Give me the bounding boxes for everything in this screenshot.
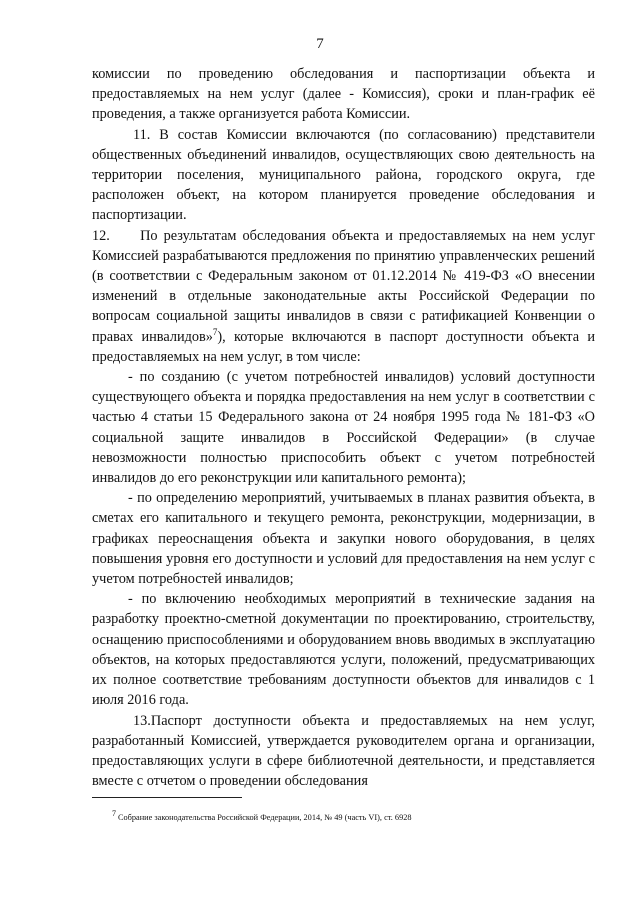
paragraph-11: 11. В состав Комиссии включаются (по согласованию) представители общественных объединений инвалидов, осуществляющих свою деятельность на территории поселения, муниципального района, городского округа, где расположен объект, на котором планируется проведение обследования и паспортизации. (92, 126, 595, 224)
list-item-technical-tasks: - по включению необходимых мероприятий в технические задания на разработку проектно-сметной документации по проектированию, строительству, оснащению приспособлениями и оборудованием вновь вводимых в эксплуатацию объектов, на которых предоставляются услуги, положений, предусматривающих их полное соответствие требованиям доступности объектов для инвалидов с 1 июля 2016 года. (92, 591, 595, 709)
document-body (92, 64, 595, 791)
footnote-mark: 7 (112, 809, 116, 818)
footnote-text: Собрание законодательства Российской Федерации, 2014, № 49 (часть VI), ст. 6928 (118, 812, 412, 822)
paragraph-12-text: 12. По результатам обследования объекта и предоставляемых на нем услуг Комиссией разрабатываются предложения по принятию управленческих решений (в соответствии с Федеральным законом от 01.12.2014 № 419-ФЗ «О внесении изменений в отдельные законодательные акты Российской Федерации по вопросам социальной защиты инвалидов в связи с ратификацией Конвенции о правах инвалидов» (92, 227, 595, 345)
footnote (112, 808, 592, 824)
list-item-creation: - по созданию (с учетом потребностей инвалидов) условий доступности существующего объекта и порядка предоставления на нем услуг в соответствии с частью 4 статьи 15 Федерального закона от 24 ноября 1995 года № 181-ФЗ «О социальной защите инвалидов в Российской Федерации» (в случае невозможности полностью приспособить объект с учетом потребностей инвалидов до его реконструкции или капитального ремонта); (92, 369, 595, 487)
page-number: 7 (316, 36, 324, 52)
footnote-reference: 7 (212, 326, 218, 337)
footnote-divider (92, 797, 242, 798)
paragraph-continuation: комиссии по проведению обследования и паспортизации объекта и предоставляемых на нем услуг (далее - Комиссия), сроки и план-график её проведения, а также организуется работа Комиссии. (92, 66, 595, 123)
paragraph-13: 13.Паспорт доступности объекта и предоставляемых на нем услуг, разработанный Комиссией, утверждается руководителем органа и организации, предоставляющих услуги в сфере библиотечной деятельности, и представляется вместе с отчетом о проведении обследования (92, 712, 595, 790)
paragraph-12 (92, 226, 595, 367)
list-item-planning: - по определению мероприятий, учитываемых в планах развития объекта, в сметах его капитального и текущего ремонта, реконструкции, модернизации, в графиках переоснащения объекта и закупки нового оборудования, в целях повышения уровня его доступности и условий для предоставления на нем услуг с учетом потребностей инвалидов; (92, 490, 595, 588)
paragraph-12-text-continued: ), которые включаются в паспорт доступности объекта и предоставляемых на нем услуг, в том числе: (92, 328, 595, 365)
